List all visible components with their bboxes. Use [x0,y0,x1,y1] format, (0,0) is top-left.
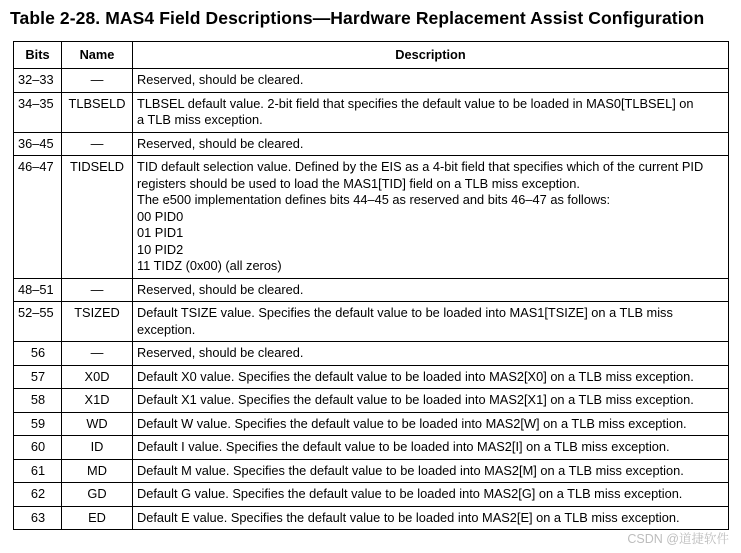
name-cell: ID [62,436,133,460]
name-cell: WD [62,412,133,436]
bits-cell: 63 [14,506,62,530]
description-line: 00 PID0 [137,208,184,224]
bits-cell: 52–55 [14,302,62,342]
watermark: CSDN @道捷软件 [627,532,729,546]
description-line: a TLB miss exception. [137,112,263,127]
description-cell [133,132,729,156]
description-line: TLBSEL default value. 2-bit field that specifies the default value to be loaded in MAS0[TLBSEL] on [137,95,694,111]
table-row [14,412,729,436]
name-cell: ED [62,506,133,530]
bits-cell: 61 [14,459,62,483]
description-line: Default X1 value. Specifies the default value to be loaded into MAS2[X1] on a TLB miss exception. [137,392,694,407]
description-cell [133,342,729,366]
name-cell: TSIZED [62,302,133,342]
description-cell [133,389,729,413]
name-cell: TIDSELD [62,156,133,279]
header-bits: Bits [14,42,62,69]
table-row [14,156,729,279]
name-cell: TLBSELD [62,92,133,132]
table-row [14,278,729,302]
description-line: registers should be used to load the MAS1[TID] field on a TLB miss exception. [137,175,580,191]
description-line: exception. [137,321,196,337]
table-row [14,302,729,342]
description-cell [133,92,729,132]
description-cell [133,436,729,460]
description-line: 01 PID1 [137,225,184,240]
description-line: Default G value. Specifies the default value to be loaded into MAS2[G] on a TLB miss exception. [137,486,683,501]
description-line: Default E value. Specifies the default value to be loaded into MAS2[E] on a TLB miss exception. [137,509,680,525]
bits-cell: 56 [14,342,62,366]
name-cell: — [62,69,133,93]
table-row [14,436,729,460]
bits-cell: 32–33 [14,69,62,93]
table-header-row [14,42,729,69]
description-cell [133,483,729,507]
description-cell [133,69,729,93]
description-line: Default I value. Specifies the default value to be loaded into MAS2[I] on a TLB miss exception. [137,439,670,454]
bits-cell: 36–45 [14,132,62,156]
name-cell: — [62,132,133,156]
table-row [14,506,729,530]
description-cell [133,365,729,389]
name-cell: X1D [62,389,133,413]
table-title: Table 2-28. MAS4 Field Descriptions—Hardware Replacement Assist Configuration [10,8,705,28]
table-row [14,69,729,93]
table-row [14,483,729,507]
bits-cell: 57 [14,365,62,389]
description-line: The e500 implementation defines bits 44–45 as reserved and bits 46–47 as follows: [137,192,611,207]
description-line: TID default selection value. Defined by the EIS as a 4-bit field that specifies which of the current PID [137,159,704,174]
field-descriptions-table [13,41,729,530]
header-name: Name [62,42,133,69]
bits-cell: 62 [14,483,62,507]
description-cell [133,302,729,342]
description-line: Reserved, should be cleared. [137,135,304,151]
description-cell [133,459,729,483]
table-row [14,132,729,156]
description-line: 10 PID2 [137,241,184,257]
bits-cell: 60 [14,436,62,460]
name-cell: X0D [62,365,133,389]
header-description: Description [133,42,729,69]
description-line: 11 TIDZ (0x00) (all zeros) [137,258,282,273]
description-line: Default W value. Specifies the default value to be loaded into MAS2[W] on a TLB miss exception. [137,415,687,431]
description-line: Default X0 value. Specifies the default value to be loaded into MAS2[X0] on a TLB miss exception. [137,368,694,384]
table-row [14,389,729,413]
table-row [14,342,729,366]
description-line: Reserved, should be cleared. [137,72,304,87]
bits-cell: 34–35 [14,92,62,132]
table-body [14,69,729,530]
table-row [14,92,729,132]
name-cell: MD [62,459,133,483]
description-line: Default M value. Specifies the default value to be loaded into MAS2[M] on a TLB miss exception. [137,462,684,478]
name-cell: GD [62,483,133,507]
name-cell: — [62,278,133,302]
description-line: Default TSIZE value. Specifies the default value to be loaded into MAS1[TSIZE] on a TLB miss [137,305,673,320]
description-cell [133,506,729,530]
description-line: Reserved, should be cleared. [137,345,304,360]
bits-cell: 58 [14,389,62,413]
description-line: Reserved, should be cleared. [137,281,304,297]
table-row [14,459,729,483]
table-row [14,365,729,389]
description-cell [133,156,729,279]
description-cell [133,278,729,302]
bits-cell: 46–47 [14,156,62,279]
name-cell: — [62,342,133,366]
description-cell [133,412,729,436]
bits-cell: 48–51 [14,278,62,302]
bits-cell: 59 [14,412,62,436]
